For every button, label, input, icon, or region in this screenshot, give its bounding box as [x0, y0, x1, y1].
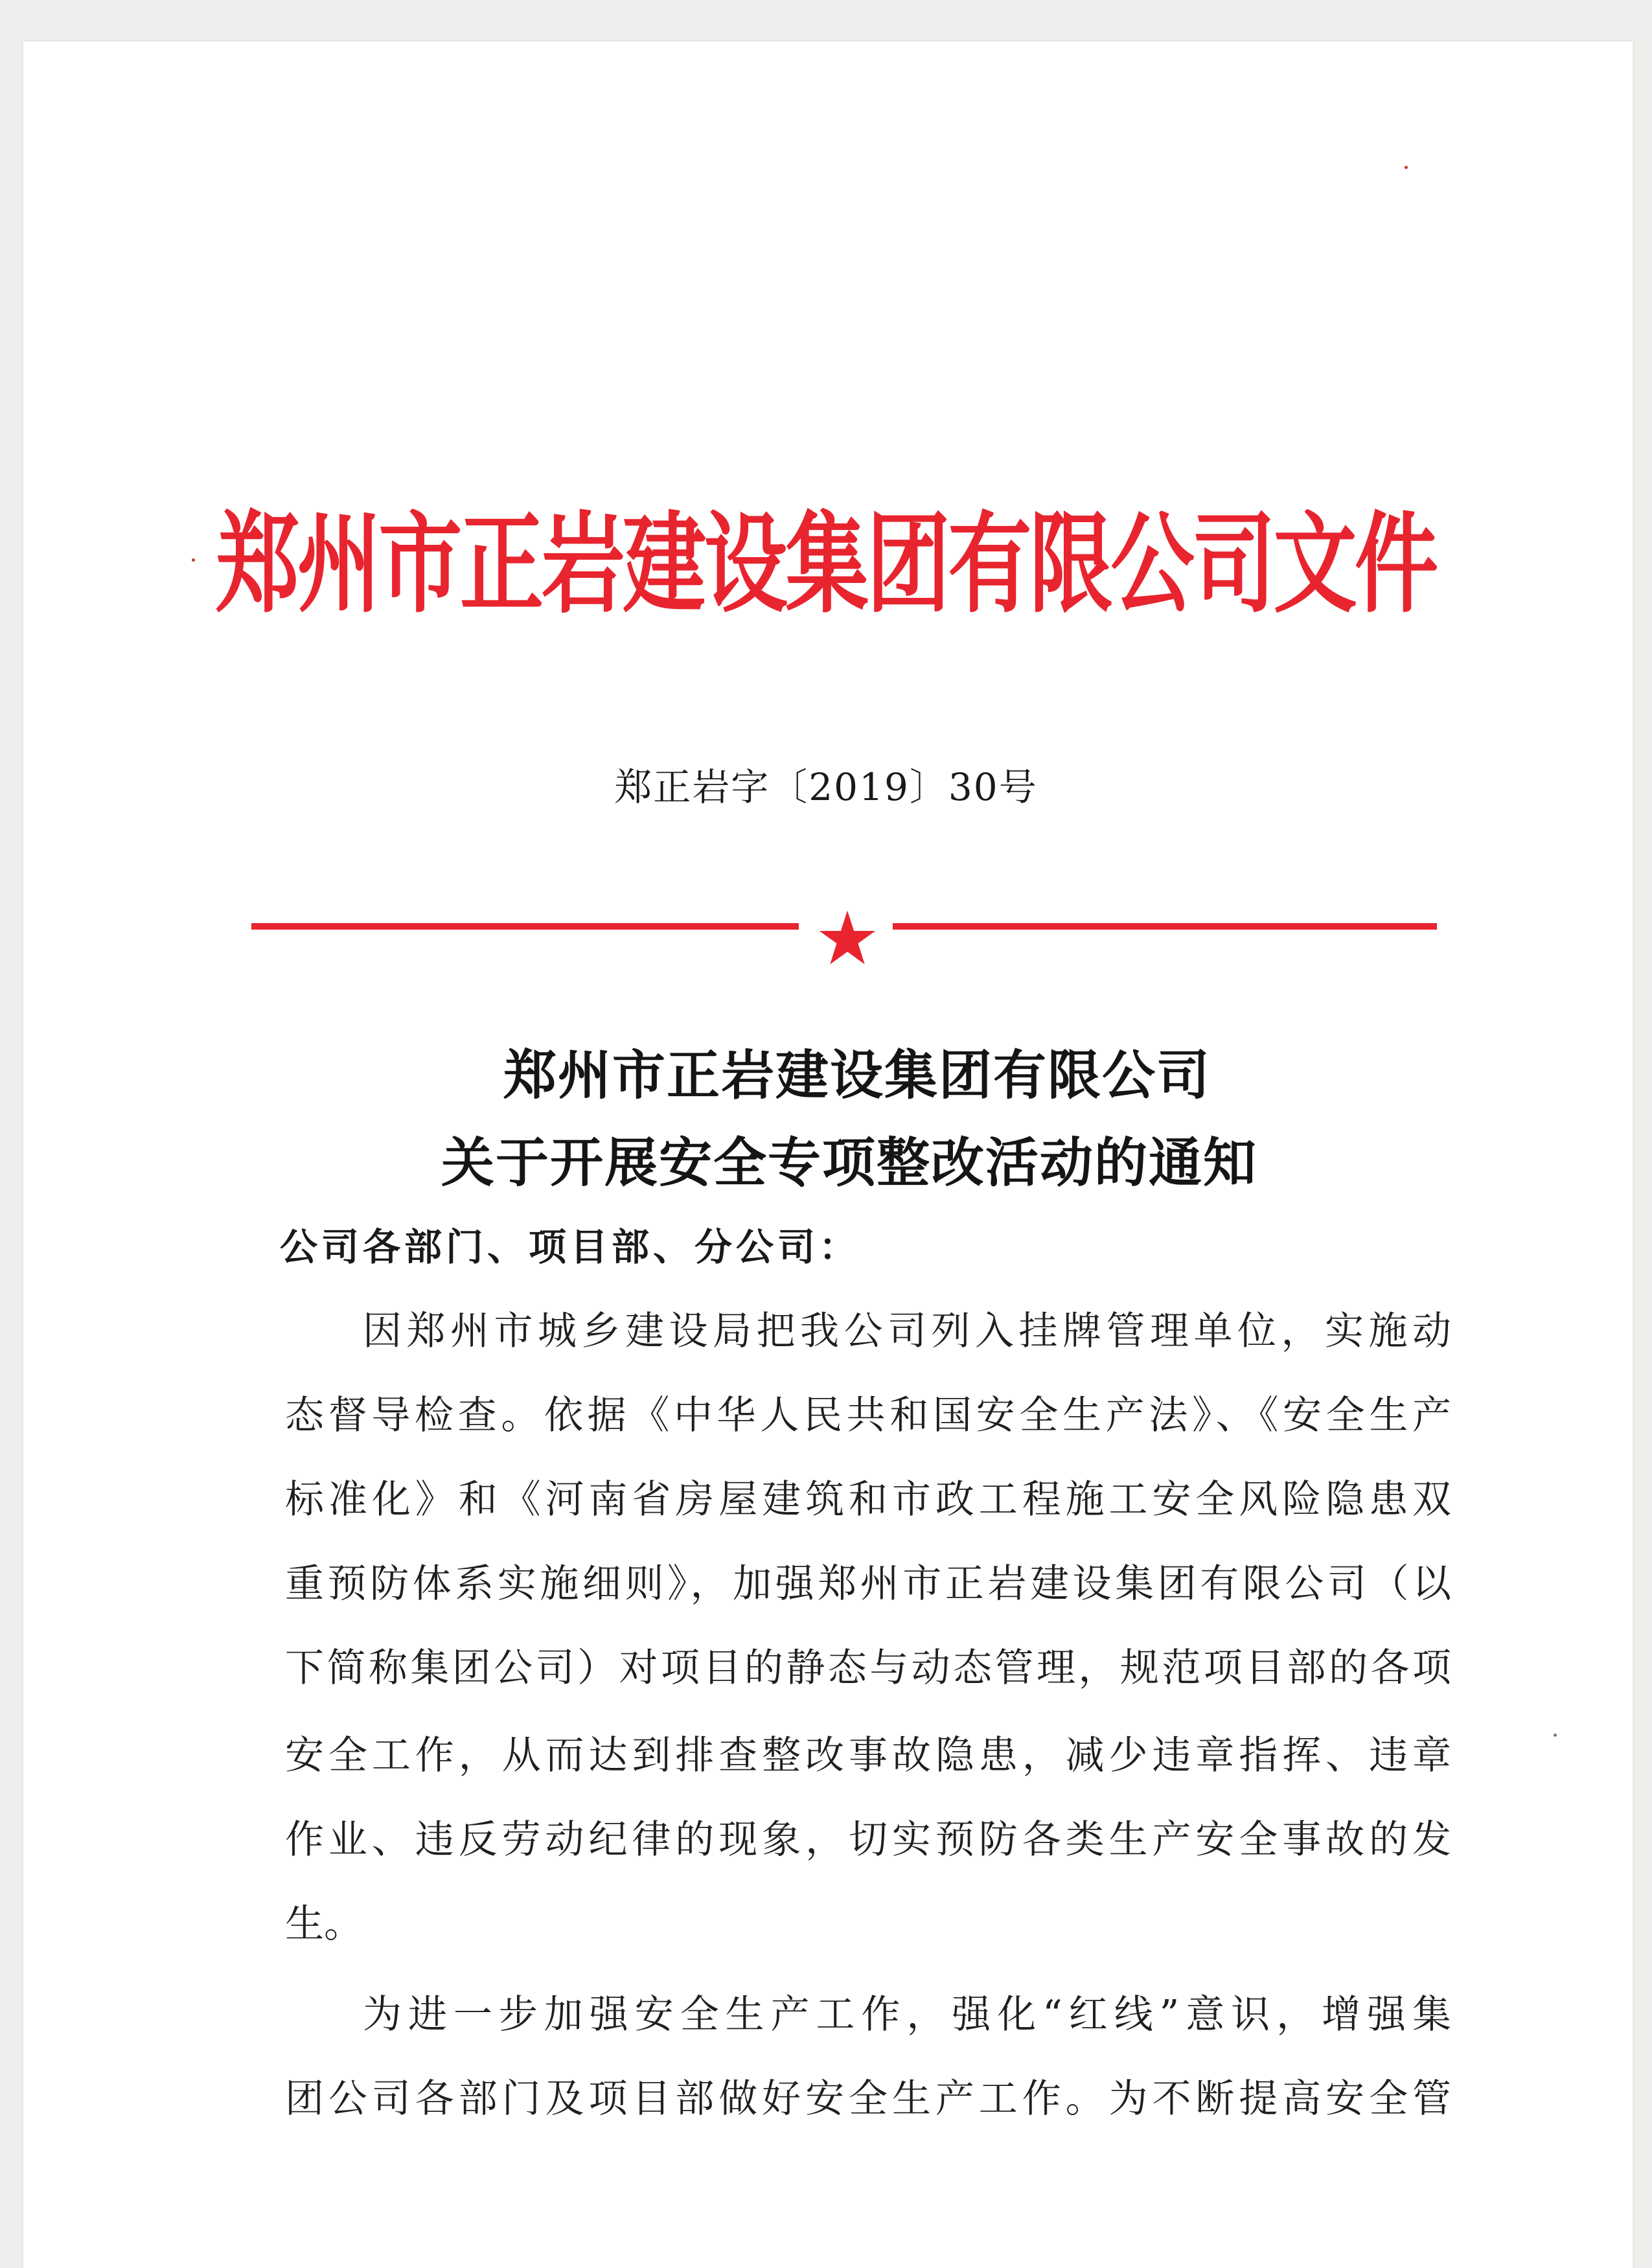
body-line: 态督导检查。依据《中华人民共和国安全生产法》、《安全生产 — [285, 1393, 1451, 1438]
paper-speck — [1405, 166, 1408, 169]
red-divider-left — [251, 923, 799, 930]
body-line: 为进一步加强安全生产工作，强化“红线”意识，增强集 — [363, 1992, 1451, 2037]
body-line: 因郑州市城乡建设局把我公司列入挂牌管理单位，实施动 — [363, 1309, 1451, 1354]
body-line: 生。 — [285, 1901, 363, 1947]
body-line: 团公司各部门及项目部做好安全生产工作。为不断提高安全管 — [285, 2076, 1451, 2122]
body-line: 标准化》和《河南省房屋建筑和市政工程施工安全风险隐患双 — [285, 1477, 1451, 1522]
red-divider-right — [893, 923, 1437, 930]
notice-title-line-2: 关于开展安全专项整改活动的通知 — [441, 1132, 1257, 1194]
red-star-icon — [818, 908, 877, 968]
salutation: 公司各部门、项目部、分公司： — [280, 1225, 861, 1269]
header-title: 郑州市正岩建设集团有限公司文件 — [216, 500, 1436, 628]
body-line: 作业、违反劳动纪律的现象，切实预防各类生产安全事故的发 — [285, 1817, 1451, 1862]
body-line: 安全工作，从而达到排查整改事故隐患，减少违章指挥、违章 — [285, 1733, 1451, 1778]
body-line: 重预防体系实施细则》，加强郑州市正岩建设集团有限公司（以 — [285, 1561, 1451, 1607]
document-number: 郑正岩字〔2019〕30号 — [614, 765, 1038, 809]
paper-speck — [192, 558, 195, 562]
body-line: 下简称集团公司）对项目的静态与动态管理，规范项目部的各项 — [285, 1645, 1451, 1691]
paper-speck — [1554, 1734, 1557, 1737]
notice-title-line-1: 郑州市正岩建设集团有限公司 — [503, 1044, 1211, 1106]
